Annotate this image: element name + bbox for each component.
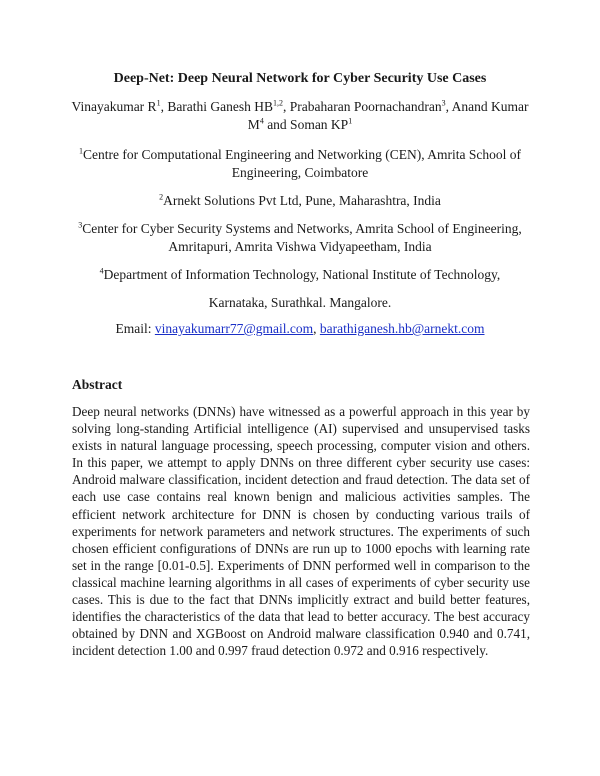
email-label: Email:	[115, 321, 155, 336]
abstract-heading: Abstract	[72, 377, 123, 392]
email-separator: ,	[313, 321, 320, 336]
affiliation	[62, 146, 538, 182]
author-affiliation-mark: 1,2	[273, 98, 284, 108]
paper-title: Deep-Net: Deep Neural Network for Cyber Security Use Cases	[113, 71, 487, 86]
email-link[interactable]: barathiganesh.hb@arnekt.com	[319, 321, 485, 336]
affiliation-text: Department of Information Technology, National Institute of Technology,	[103, 267, 501, 282]
abstract-body: Deep neural networks (DNNs) have witnessed as a powerful approach in this year by solving long-standing Artificial intelligence (AI) supervised and unsupervised tasks exists in natural language processing, speech processing, computer vision and others. In this paper, we attempt to apply DNNs on three different cyber security use cases: Android malware classification, incident detection and fraud detection. The data set of each use case contains real known benign and malicious activities samples. The efficient network architecture for DNN is chosen by conducting various trails of experiments for network parameters and network structures. The experiments of such chosen efficient configurations of DNNs are run up to 1000 epochs with learning rate set in the range [0.01-0.5]. Experiments of DNN performed well in comparison to the classical machine learning algorithms in all cases of experiments of cyber security use cases. This is due to the fact that DNNs implicitly extract and build better features, identifies the characteristics of the data that lead to better accuracy. The best accuracy obtained by DNN and XGBoost on Android malware classification 0.940 and 0.741, incident detection 1.00 and 0.997 fraud detection 0.972 and 0.916 respectively.	[72, 404, 530, 659]
affiliation-mark: 4	[99, 266, 104, 276]
affiliation	[62, 266, 538, 284]
affiliation-text: Center for Cyber Security Systems and Networks, Amrita School of Engineering, Amritapuri, Amrita Vishwa Vidyapeetham, India	[82, 221, 522, 254]
affiliation-continuation: Karnataka, Surathkal. Mangalore.	[208, 295, 392, 310]
author-name: and Soman KP	[263, 117, 349, 132]
author-name: , Anand Kumar M	[247, 99, 529, 132]
email-link[interactable]: vinayakumarr77@gmail.com	[154, 321, 314, 336]
affiliation-text: Centre for Computational Engineering and Networking (CEN), Amrita School of Engineering, Coimbatore	[83, 147, 521, 180]
affiliation-mark: 1	[79, 146, 84, 156]
author-separator: ,	[283, 99, 290, 114]
author-name: Vinayakumar R	[71, 99, 157, 114]
affiliation	[62, 192, 538, 210]
author-name: Barathi Ganesh HB	[167, 99, 274, 114]
affiliation-text: Arnekt Solutions Pvt Ltd, Pune, Maharashtra, India	[163, 193, 441, 208]
affiliation-mark: 2	[159, 192, 164, 202]
author-affiliation-mark: 3	[441, 98, 446, 108]
author-separator: ,	[160, 99, 168, 114]
email-line	[62, 320, 538, 338]
affiliation-mark: 3	[78, 220, 83, 230]
author-list	[62, 98, 538, 134]
author-affiliation-mark: 4	[259, 116, 264, 126]
author-affiliation-mark: 1	[156, 98, 161, 108]
author-name: Prabaharan Poornachandran	[289, 99, 442, 114]
affiliation	[62, 220, 538, 256]
author-affiliation-mark: 1	[348, 116, 353, 126]
